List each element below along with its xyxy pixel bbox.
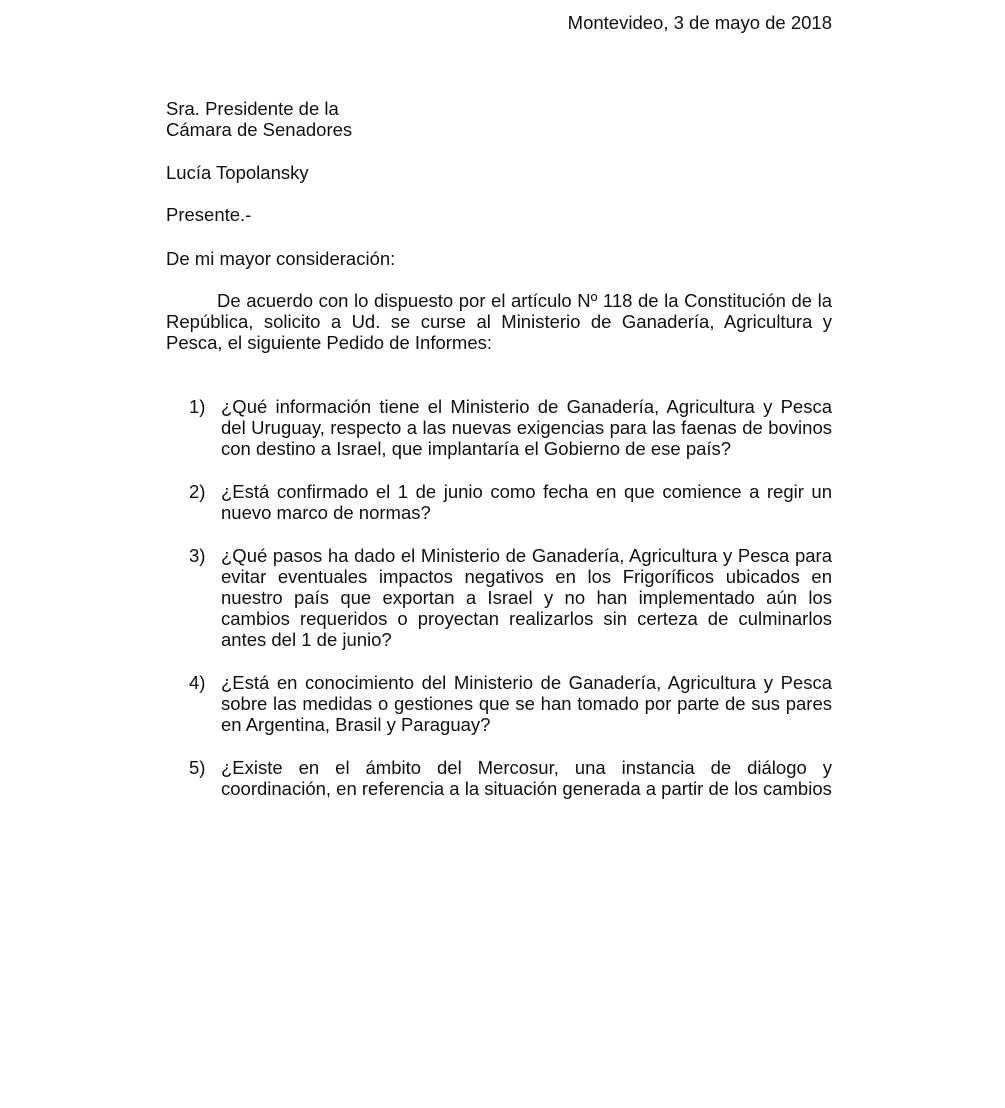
- question-item: [166, 545, 832, 650]
- addressee-title: Sra. Presidente de la: [166, 98, 339, 119]
- intro-paragraph: De acuerdo con lo dispuesto por el artículo Nº 118 de la Constitución de la República, solicito a Ud. se curse al Ministerio de Ganadería, Agricultura y Pesca, el siguiente Pedido de Informes:: [166, 290, 832, 353]
- question-number: 4): [189, 672, 206, 693]
- letter-date: Montevideo, 3 de mayo de 2018: [567, 12, 832, 33]
- question-text: ¿Qué información tiene el Ministerio de Ganadería, Agricultura y Pesca del Uruguay, respecto a las nuevas exigencias para las faenas de bovinos con destino a Israel, que implantaría el Gobierno de ese país?: [221, 396, 832, 459]
- question-text: ¿Está en conocimiento del Ministerio de Ganadería, Agricultura y Pesca sobre las medidas o gestiones que se han tomado por parte de sus pares en Argentina, Brasil y Paraguay?: [221, 672, 832, 735]
- question-number: 2): [189, 481, 206, 502]
- question-number: 1): [189, 396, 206, 417]
- question-item: [166, 396, 832, 459]
- presente-line: Presente.-: [166, 204, 252, 225]
- salutation: De mi mayor consideración:: [166, 248, 396, 269]
- question-number: 5): [189, 757, 206, 778]
- question-text: ¿Está confirmado el 1 de junio como fecha en que comience a regir un nuevo marco de normas?: [221, 481, 832, 523]
- question-text: ¿Qué pasos ha dado el Ministerio de Ganadería, Agricultura y Pesca para evitar eventuales impactos negativos en los Frigoríficos ubicados en nuestro país que exportan a Israel y no han implementado aún los cambios requeridos o proyectan realizarlos sin certeza de culminarlos antes del 1 de junio?: [221, 545, 832, 650]
- question-text: ¿Existe en el ámbito del Mercosur, una instancia de diálogo y coordinación, en referencia a la situación generada a partir de los cambios: [221, 757, 832, 799]
- question-number: 3): [189, 545, 206, 566]
- addressee-institution: Cámara de Senadores: [166, 119, 353, 140]
- questions-list: [166, 396, 832, 821]
- question-item: [166, 757, 832, 799]
- question-item: [166, 481, 832, 523]
- question-item: [166, 672, 832, 735]
- addressee-block: [166, 98, 832, 140]
- addressee-name: Lucía Topolansky: [166, 162, 309, 183]
